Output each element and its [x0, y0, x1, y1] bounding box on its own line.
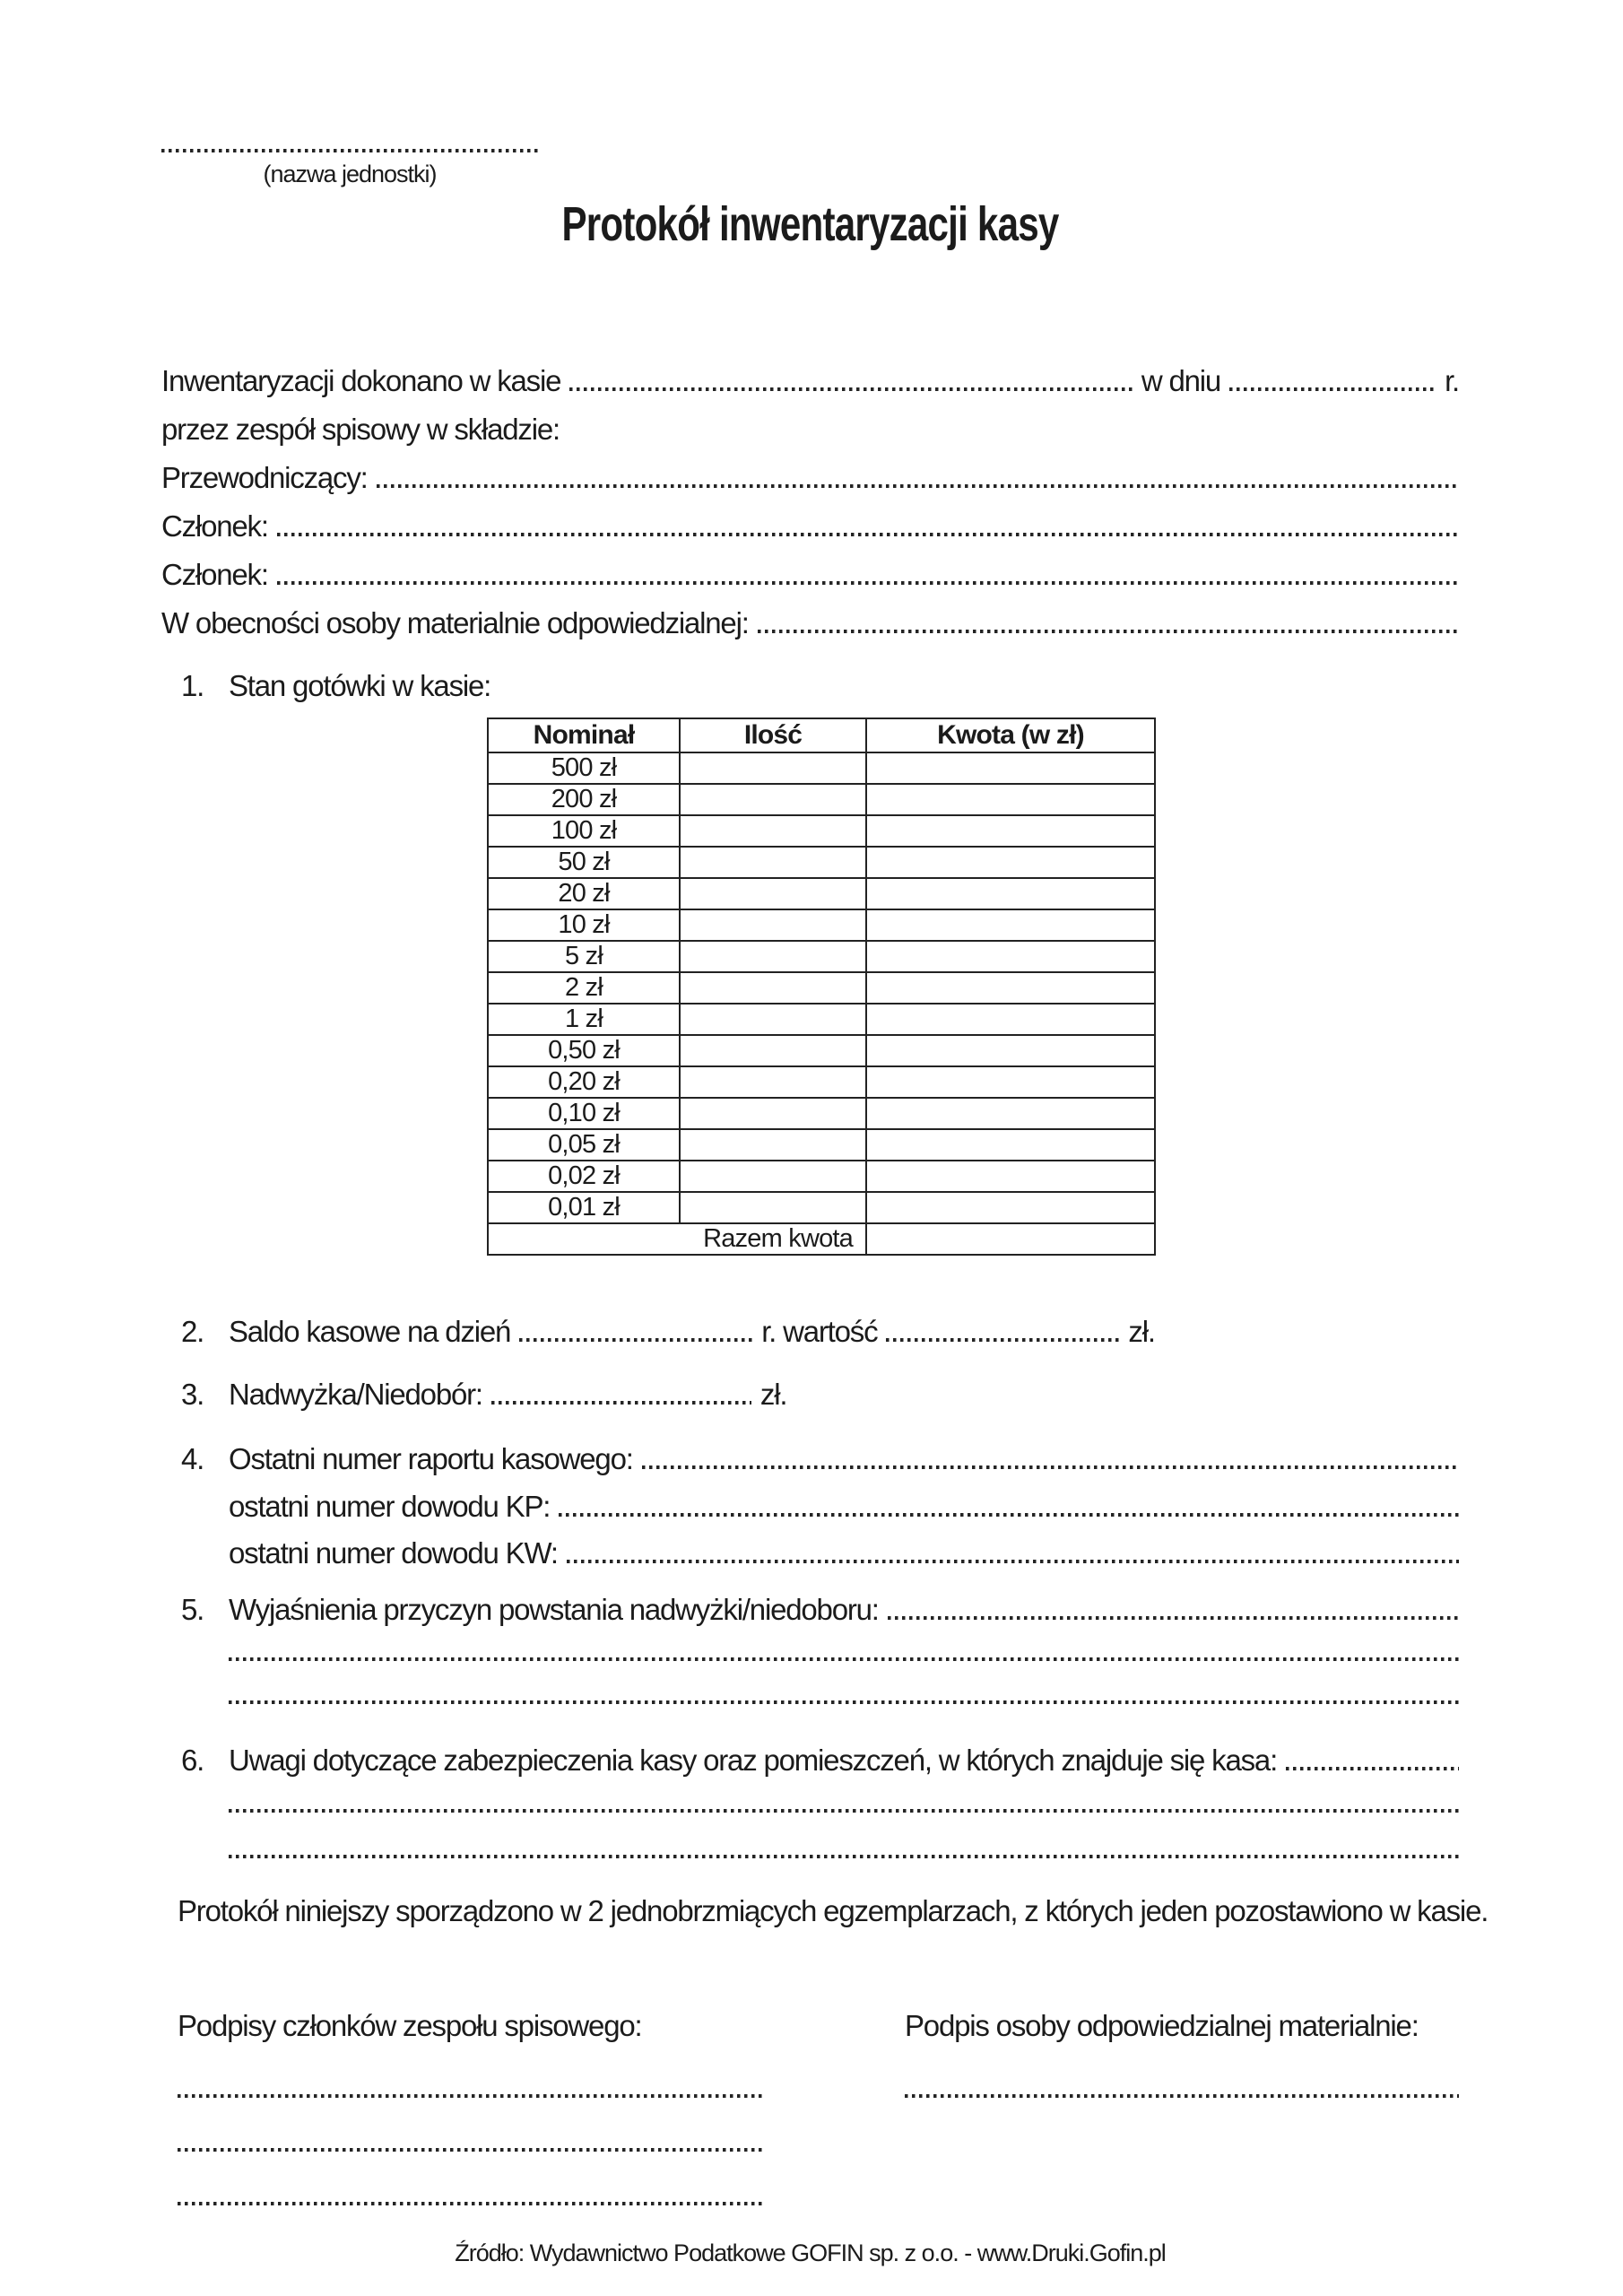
intro-section: [161, 357, 1459, 648]
cash-table-row: [488, 1192, 1155, 1223]
denomination-cell: 200 zł: [488, 784, 680, 815]
item-3-surplus-line: [161, 1370, 1459, 1419]
cash-table-header-row: [488, 718, 1155, 752]
amount-cell: [866, 941, 1155, 972]
quantity-cell: [680, 1035, 866, 1066]
quantity-cell: [680, 878, 866, 909]
item-1-number: 1.: [181, 669, 204, 702]
cash-table-body: [488, 752, 1155, 1223]
quantity-cell: [680, 1161, 866, 1192]
amount-cell: [866, 847, 1155, 878]
denomination-cell: 0,50 zł: [488, 1035, 680, 1066]
quantity-cell: [680, 1098, 866, 1129]
item-5-explanations-line: [161, 1586, 1459, 1634]
item-2-currency-suffix: zł.: [1128, 1315, 1155, 1348]
cash-table-row: [488, 1004, 1155, 1035]
report-number-fill-line: [642, 1465, 1459, 1469]
member-name-fill-line: [277, 581, 1459, 585]
member-line: [161, 551, 1459, 599]
denomination-cell: 5 zł: [488, 941, 680, 972]
quantity-cell: [680, 1066, 866, 1098]
quantity-cell: [680, 1129, 866, 1161]
item-2-balance-line: [161, 1308, 1459, 1356]
amount-cell: [866, 1004, 1155, 1035]
denomination-cell: 0,02 zł: [488, 1161, 680, 1192]
page-title: Protokół inwentaryzacji kasy: [561, 197, 1059, 251]
cash-table-row: [488, 1098, 1155, 1129]
denomination-cell: 2 zł: [488, 972, 680, 1004]
kp-document-label: ostatni numer dowodu KP:: [229, 1490, 551, 1523]
team-signature-line: [178, 2148, 762, 2152]
cash-table-row: [488, 1066, 1155, 1098]
amount-cell: [866, 752, 1155, 784]
item-2-number: 2.: [181, 1315, 204, 1348]
denomination-cell: 500 zł: [488, 752, 680, 784]
responsible-signature-column: [905, 2002, 1459, 2205]
quantity-cell: [680, 847, 866, 878]
amount-cell: [866, 1066, 1155, 1098]
quantity-cell: [680, 1192, 866, 1223]
explanations-fill-line: [229, 1700, 1459, 1704]
source-footer: Źródło: Wydawnictwo Podatkowe GOFIN sp. z o.o. - www.Druki.Gofin.pl: [455, 2239, 1166, 2266]
team-signature-line: [178, 2094, 762, 2098]
remarks-fill-line: [229, 1809, 1459, 1813]
item-4-label: Ostatni numer raportu kasowego:: [229, 1442, 633, 1475]
cash-table-row: [488, 972, 1155, 1004]
kw-document-line: [161, 1530, 1459, 1577]
year-suffix-label: r.: [1445, 364, 1459, 397]
column-header-denomination: Nominał: [488, 718, 680, 752]
cash-table-row: [488, 847, 1155, 878]
cash-desk-name-fill-line: [569, 387, 1133, 391]
quantity-cell: [680, 1004, 866, 1035]
amount-cell: [866, 1192, 1155, 1223]
item-4-report-line: [161, 1435, 1459, 1483]
item-5-label: Wyjaśnienia przyczyn powstania nadwyżki/niedoboru:: [229, 1593, 879, 1626]
item-1-heading: [161, 662, 1459, 710]
item-6-number: 6.: [181, 1744, 204, 1777]
cash-table-row: [488, 878, 1155, 909]
denomination-cell: 0,01 zł: [488, 1192, 680, 1223]
responsible-person-fill-line: [758, 630, 1459, 633]
quantity-cell: [680, 909, 866, 941]
total-amount-cell: [866, 1223, 1155, 1255]
item-4-number: 4.: [181, 1442, 204, 1475]
team-signatures-heading: Podpisy członków zespołu spisowego:: [178, 2009, 642, 2042]
item-6-label: Uwagi dotyczące zabezpieczenia kasy oraz pomieszczeń, w których znajduje się kasa:: [229, 1744, 1278, 1777]
team-intro-line: [161, 405, 1459, 454]
item-2-value-label: r. wartość: [761, 1315, 878, 1348]
explanations-fill-line: [229, 1657, 1459, 1661]
responsible-signature-line: [905, 2094, 1459, 2098]
kw-document-label: ostatni numer dowodu KW:: [229, 1536, 558, 1570]
cash-table-row: [488, 784, 1155, 815]
column-header-amount: Kwota (w zł): [866, 718, 1155, 752]
responsible-person-label: W obecności osoby materialnie odpowiedzialnej:: [161, 606, 749, 639]
closing-statement: Protokół niniejszy sporządzono w 2 jednobrzmiących egzemplarzach, z których jeden pozostawiono w kasie.: [178, 1894, 1488, 1927]
quantity-cell: [680, 972, 866, 1004]
quantity-cell: [680, 752, 866, 784]
team-signature-line: [178, 2202, 762, 2205]
amount-cell: [866, 1035, 1155, 1066]
cash-table-total-row: [488, 1223, 1155, 1255]
responsible-signature-heading: Podpis osoby odpowiedzialnej materialnie:: [905, 2009, 1419, 2042]
cash-table-row: [488, 752, 1155, 784]
surplus-value-fill-line: [491, 1401, 751, 1405]
kw-number-fill-line: [567, 1560, 1459, 1563]
team-intro-label: przez zespół spisowy w składzie:: [161, 413, 560, 446]
unit-name-fill-line: [161, 149, 538, 152]
denomination-cell: 10 zł: [488, 909, 680, 941]
kp-document-line: [161, 1483, 1459, 1530]
cash-table-row: [488, 1035, 1155, 1066]
inventory-made-label: Inwentaryzacji dokonano w kasie: [161, 364, 561, 397]
chairman-name-fill-line: [377, 484, 1459, 488]
amount-cell: [866, 815, 1155, 847]
member-line: [161, 502, 1459, 551]
cash-table-row: [488, 815, 1155, 847]
member-label: Członek:: [161, 558, 268, 591]
denomination-cell: 0,20 zł: [488, 1066, 680, 1098]
signatures-section: [161, 2002, 1459, 2205]
quantity-cell: [680, 815, 866, 847]
unit-name-caption: (nazwa jednostki): [263, 161, 437, 187]
cash-table-row: [488, 909, 1155, 941]
item-2-label: Saldo kasowe na dzień: [229, 1315, 511, 1348]
member-name-fill-line: [277, 533, 1459, 536]
quantity-cell: [680, 941, 866, 972]
on-day-label: w dniu: [1141, 364, 1221, 397]
denomination-cell: 20 zł: [488, 878, 680, 909]
item-6-remarks-line: [161, 1736, 1459, 1785]
column-header-quantity: Ilość: [680, 718, 866, 752]
responsible-person-line: [161, 599, 1459, 648]
denomination-cell: 0,10 zł: [488, 1098, 680, 1129]
remarks-fill-line: [1286, 1767, 1459, 1770]
chairman-line: [161, 454, 1459, 502]
item-3-label: Nadwyżka/Niedobór:: [229, 1378, 482, 1411]
cash-table-row: [488, 941, 1155, 972]
denomination-cell: 0,05 zł: [488, 1129, 680, 1161]
balance-value-fill-line: [886, 1338, 1119, 1342]
amount-cell: [866, 972, 1155, 1004]
date-fill-line: [1229, 387, 1436, 391]
item-5-number: 5.: [181, 1593, 204, 1626]
cash-table-row: [488, 1129, 1155, 1161]
denomination-cell: 50 zł: [488, 847, 680, 878]
denomination-cell: 100 zł: [488, 815, 680, 847]
remarks-fill-line: [229, 1855, 1459, 1858]
amount-cell: [866, 909, 1155, 941]
chairman-label: Przewodniczący:: [161, 461, 368, 494]
kp-number-fill-line: [559, 1513, 1459, 1517]
amount-cell: [866, 1129, 1155, 1161]
cash-table: [487, 718, 1156, 1256]
amount-cell: [866, 784, 1155, 815]
amount-cell: [866, 1161, 1155, 1192]
item-3-currency-suffix: zł.: [759, 1378, 787, 1411]
explanations-fill-line: [888, 1616, 1459, 1620]
inventory-date-line: [161, 357, 1459, 405]
amount-cell: [866, 878, 1155, 909]
quantity-cell: [680, 784, 866, 815]
total-label: Razem kwota: [488, 1223, 866, 1255]
team-signatures-column: [178, 2002, 762, 2205]
denomination-cell: 1 zł: [488, 1004, 680, 1035]
balance-date-fill-line: [519, 1338, 752, 1342]
amount-cell: [866, 1098, 1155, 1129]
item-3-number: 3.: [181, 1378, 204, 1411]
cash-table-row: [488, 1161, 1155, 1192]
item-1-label: Stan gotówki w kasie:: [229, 669, 491, 702]
member-label: Członek:: [161, 509, 268, 543]
